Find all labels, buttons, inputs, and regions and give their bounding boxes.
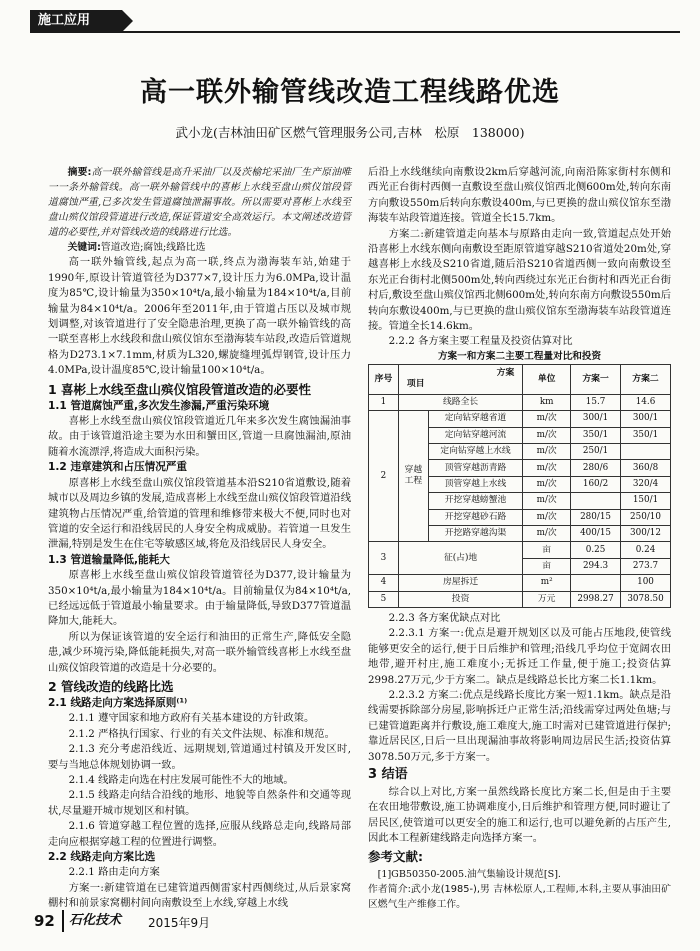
paragraph: 原喜彬上水线至盘山殡仪馆段管道基本沿S210省道敷设,随着城市以及周边乡镇的发展,造成喜彬上水线至盘山殡仪馆段管道沿线建筑物占压情况严重,给管道的管理和维修带来极大不便,同时也对管道的安全运行和沿线居民的人身安全构成威胁。若管道一旦发生泄漏,特别是发生在住宅等敏感区域,将危及沿线居民人身安全。 (48, 476, 351, 551)
table-cell: 2 (369, 411, 399, 542)
rule-item: 2.1.2 严格执行国家、行业的有关文件法规、标准和规范。 (68, 727, 335, 740)
table-cell: 15.7 (571, 394, 621, 410)
section-1-3-heading: 1.3 管道输量降低,能耗大 (48, 553, 170, 566)
table-cell: 280/6 (571, 460, 621, 476)
table-row (369, 591, 671, 607)
table-row (369, 542, 671, 558)
table-cell: 300/12 (621, 526, 671, 542)
table-cell: m/次 (523, 493, 571, 509)
table-cell: m/次 (523, 444, 571, 460)
conclusion-paragraph: 综合以上对比,方案一虽然线路长度比方案二长,但是由于主要在农田地带敷设,施工协调难度小,日后维护和管理方便,同时避让了居民区,使管道可以更安全的施工和运行,也可以避免新的占压产生,因此本工程新建线路走向选择方案一。 (368, 786, 671, 845)
table-cell: m/次 (523, 411, 571, 427)
section-2-heading: 2 管线改造的线路比选 (48, 678, 174, 694)
article-title: 高一联外输管线改造工程线路优选 (140, 77, 560, 108)
table-cell: 定向钻穿越河流 (428, 427, 522, 443)
rule-item: 2.1.4 线路走向选在村庄发展可能性不大的地域。 (68, 774, 294, 786)
author-note: 作者简介:武小龙(1985-),男 吉林松原人,工程师,本科,主要从事油田矿区燃气生产维修工作。 (368, 884, 671, 911)
subheading-2-2-1: 2.2.1 路由走向方案 (68, 866, 160, 879)
keywords: 关键词:管道改造;腐蚀;线路比选 (67, 242, 206, 253)
table-cell: 顶管穿越上水线 (428, 476, 522, 492)
page-footer (30, 910, 670, 934)
table-cell: km (523, 394, 571, 410)
comparison-table (368, 364, 671, 608)
table-cell: 250/1 (571, 444, 621, 460)
table-cell: 穿越工程 (398, 411, 428, 542)
table-cell: 3078.50 (621, 591, 671, 607)
rule-item: 2.1.3 充分考虑沿线近、远期规划,管道通过村镇及开发区时,要与当地总体规划协调一致。 (48, 743, 351, 771)
table-cell: 5 (369, 591, 399, 607)
table-cell: 160/2 (571, 476, 621, 492)
table-cell: 定向钻穿越上水线 (428, 444, 522, 460)
table-cell: m/次 (523, 509, 571, 525)
table-cell (571, 493, 621, 509)
table-cell: 150/1 (621, 493, 671, 509)
rule-item: 2.1.6 管道穿越工程位置的选择,应服从线路总走向,线路局部走向应根据穿越工程的位置进行调整。 (48, 820, 351, 848)
subheading-2-2-2: 2.2.2 各方案主要工程量及投资估算对比 (388, 335, 573, 348)
section-1-1-heading: 1.1 管道腐蚀严重,多次发生渗漏,严重污染环境 (48, 399, 270, 412)
col-seq: 序号 (369, 364, 399, 394)
table-row (369, 575, 671, 591)
col-scheme-item: 方案 项目 (398, 364, 522, 394)
table-cell: m/次 (523, 427, 571, 443)
table-cell: 350/1 (621, 427, 671, 443)
table-cell: 线路全长 (398, 394, 522, 410)
table-row (369, 394, 671, 410)
table-cell: 房屋拆迁 (398, 575, 522, 591)
table-cell: 顶管穿越沥青路 (428, 460, 522, 476)
col-plan2: 方案二 (621, 364, 671, 394)
plan2-evaluation: 2.2.3.2 方案二:优点是线路长度比方案一短1.1km。缺点是沿线需要拆除部分房屋,影响拆迁户正常生活;沿线需穿过两处鱼塘;与已建管道距离并行敷设,施工难度大,施工时需对已建管道进行保护;靠近居民区,日后一旦出现漏油事故将影响周边居民生活;投资估算3078.50万元,多于方案一。 (368, 688, 671, 763)
section-1-2-heading: 1.2 违章建筑和占压情况严重 (48, 461, 187, 474)
table-cell: 14.6 (621, 394, 671, 410)
table-cell: 开挖穿越螃蟹池 (428, 493, 522, 509)
table-cell: 开挖穿越砂石路 (428, 509, 522, 525)
table-cell: m² (523, 575, 571, 591)
intro-paragraph: 高一联外输管线,起点为高一联,终点为渤海装车站,始建于1990年,原设计管道管径为D377×7,设计压力为6.0MPa,设计温度为85℃,设计输量为350×10⁴t/a,最小输量为184×10⁴t/a,目前输量为84×10⁴t/a。2006年至2011年,由于管道占压以及城市规划调整,对该管道进行了安全隐患治理,更换了高一联外输管线的高一联至喜彬上水线段和盘山殡仪馆东至渤海装车站段,改造后管道规格为D273.1×7.1mm,材质为L320,螺旋缝埋弧焊钢管,设计压力4.0MPa,设计温度85℃,设计输量100×10⁴t/a。 (48, 256, 351, 377)
table-cell: 320/4 (621, 476, 671, 492)
section-tag-arrow (122, 10, 133, 32)
table-row (369, 411, 671, 427)
subheading-2-2-3: 2.2.3 各方案优缺点对比 (388, 611, 501, 624)
table-cell: m/次 (523, 526, 571, 542)
table-header-row (369, 364, 671, 394)
references-heading: 参考文献: (368, 848, 423, 864)
table-cell (621, 444, 671, 460)
section-3-heading: 3 结语 (368, 767, 408, 783)
paragraph: 所以为保证该管道的安全运行和油田的正常生产,降低安全隐患,减少环境污染,降低能耗损失,对高一联外输管线喜彬上水线至盘山殡仪馆段管道的改造是十分必要的。 (48, 630, 351, 674)
table-cell: 亩 (523, 542, 571, 558)
table-cell: 投资 (398, 591, 522, 607)
table-cell: 征(占)地 (398, 542, 522, 575)
table-cell: 3 (369, 542, 399, 575)
table-cell: 0.25 (571, 542, 621, 558)
table-cell: m/次 (523, 476, 571, 492)
table-cell: 100 (621, 575, 671, 591)
plan2-paragraph: 方案二:新建管道走向基本与原路由走向一致,管道起点处开始沿喜彬上水线东侧向南敷设至距原管道穿越S210省道处20m处,穿越喜彬上水线及S210省道,随后沿S210省道西侧一致向南敷设至东光正台街村北侧500m处,转向西绕过东光正台街村和西光正台街村后,敷设至盘山殡仪馆西北侧600m处,转向东南方向敷设550m后转向东敷设400m,与已更换的盘山殡仪馆东至渤海装车站段管道连接。管道全长14.6km。 (368, 227, 671, 333)
paragraph: 原喜彬上水线至盘山殡仪馆段管道管径为D377,设计输量为350×10⁴t/a,最小输量为184×10⁴t/a。目前输量仅为84×10⁴t/a,已经远远低于管道最小输量要求。由于输量降低,导致D377管道温降加大,能耗大。 (48, 569, 351, 628)
col-plan1: 方案一 (571, 364, 621, 394)
table-cell: 开挖路穿越沟渠 (428, 526, 522, 542)
rule-item: 2.1.1 遵守国家和地方政府有关基本建设的方针政策。 (68, 712, 315, 725)
table-cell: 1 (369, 394, 399, 410)
abstract: 摘要:高一联外输管线是高升采油厂以及茨榆坨采油厂生产原油唯一一条外输管线。高一联外输管线中的喜彬上水线至盘山殡仪馆段管道腐蚀严重,已多次发生管道腐蚀泄漏事故。所以需要对喜彬上水线至盘山殡仪馆段管道进行改造,保证管道安全高效运行。本文阐述改造管道的必要性,并对管线改造的线路进行比选。 (48, 167, 352, 238)
table-cell: m/次 (523, 460, 571, 476)
plan1-continued: 后沿上水线继续向南敷设2km后穿越河流,向南沿陈家街村东侧和西光正台街村西侧一直敷设至盘山殡仪馆西北侧600m处,转向东南方向敷设550m后转向东敷设400m,与已更换的盘山殡仪馆东至渤海装车站段管道连接。管道全长15.7km。 (368, 166, 671, 225)
table-cell: 360/8 (621, 460, 671, 476)
plan1-evaluation: 2.2.3.1 方案一:优点是避开规划区以及可能占压地段,使管线能够更安全的运行,便于日后维护和管理;沿线几乎均位于宽阔农田地带,避开村庄,施工难度小;无拆迁工作量,便于施工;投资估算2998.27万元,少于方案二。缺点是线路总长比方案二长1.1km。 (368, 627, 671, 686)
table-cell: 2998.27 (571, 591, 621, 607)
table-cell (571, 575, 621, 591)
table-cell: 280/15 (571, 509, 621, 525)
col-unit: 单位 (523, 364, 571, 394)
section-2-2-heading: 2.2 线路走向方案比选 (48, 851, 156, 864)
table-cell: 万元 (523, 591, 571, 607)
right-column (368, 165, 671, 913)
section-1-heading: 1 喜彬上水线至盘山殡仪馆段管道改造的必要性 (48, 381, 312, 397)
paragraph: 喜彬上水线至盘山殡仪馆段管道近几年来多次发生腐蚀漏油事故。由于该管道沿途主要为水田和蟹田区,管道一旦腐蚀漏油,原油随着水流漂浮,将造成大面积污染。 (48, 415, 351, 458)
table-cell: 350/1 (571, 427, 621, 443)
table-cell: 300/1 (571, 411, 621, 427)
author-line: 武小龙(吉林油田矿区燃气管理服务公司,吉林 松原 138000) (175, 125, 525, 140)
header-rule (30, 31, 680, 33)
rule-item: 2.1.5 线路走向结合沿线的地形、地貌等自然条件和交通等现状,尽量避开城市规划区和村镇。 (48, 789, 351, 817)
table-cell: 定向钻穿越省道 (428, 411, 522, 427)
plan1-paragraph: 方案一:新建管道在已建管道西侧雷家村西侧绕过,从后景家窝棚村和前景家窝棚村间向南敷设至上水线,穿越上水线 (48, 881, 351, 910)
page-number: 92 (34, 912, 55, 930)
table-cell: 294.3 (571, 558, 621, 574)
table-cell: 250/10 (621, 509, 671, 525)
issue-date: 2015年9月 (148, 916, 211, 930)
left-column (48, 165, 351, 912)
table-cell: 亩 (523, 558, 571, 574)
table-cell: 4 (369, 575, 399, 591)
section-tag: 施工应用 (30, 10, 122, 32)
reference-item: [1]GB50350-2005.油气集输设计规范[S]. (377, 868, 561, 880)
header-bar (0, 10, 700, 32)
table-cell: 400/15 (571, 526, 621, 542)
journal-logo: 石化技术 (62, 910, 140, 932)
table-caption: 方案一和方案二主要工程量对比和投资 (437, 350, 602, 362)
table-cell: 273.7 (621, 558, 671, 574)
section-2-1-heading: 2.1 线路走向方案选择原则⁽¹⁾ (48, 696, 188, 709)
table-cell: 300/1 (621, 411, 671, 427)
table-cell: 0.24 (621, 542, 671, 558)
